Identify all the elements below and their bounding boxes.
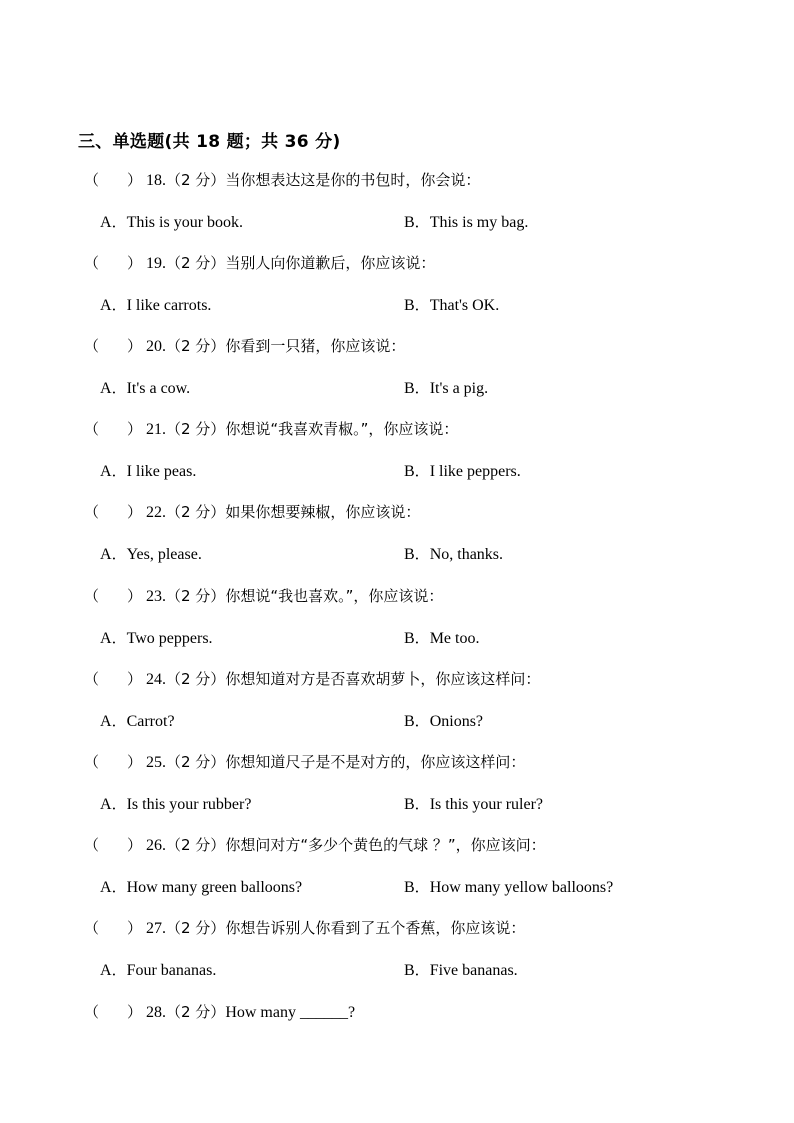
- question-19: [84, 252, 764, 336]
- question-score: （2 分）: [166, 919, 226, 937]
- option-b[interactable]: B．How many yellow balloons?: [404, 878, 614, 896]
- question-24: [84, 668, 764, 752]
- question-number: 18.: [146, 172, 166, 189]
- question-score: （2 分）: [166, 670, 226, 688]
- question-score: （2 分）: [166, 171, 226, 189]
- question-text: 当别人向你道歉后，你应该说：: [225, 254, 436, 272]
- question-number: 26.: [146, 837, 166, 854]
- question-score: （2 分）: [166, 587, 226, 605]
- question-number: 23.: [146, 588, 166, 605]
- option-a[interactable]: A．Two peppers.: [100, 629, 213, 647]
- options-row: [100, 294, 760, 316]
- question-number: 24.: [146, 671, 166, 688]
- option-b[interactable]: B．Five bananas.: [404, 961, 518, 979]
- question-stem: [84, 501, 420, 524]
- option-text: It's a cow.: [126, 380, 191, 397]
- options-row: [100, 460, 760, 482]
- question-score: （2 分）: [166, 1003, 226, 1021]
- question-score: （2 分）: [166, 503, 226, 521]
- option-text: Onions?: [429, 713, 484, 730]
- option-b[interactable]: B．That's OK.: [404, 296, 500, 314]
- answer-blank[interactable]: （ ）: [84, 587, 143, 605]
- option-text: I like peppers.: [429, 463, 521, 480]
- answer-blank[interactable]: （ ）: [84, 171, 143, 189]
- question-20: [84, 335, 764, 419]
- option-text: Two peppers.: [126, 630, 213, 647]
- question-score: （2 分）: [166, 420, 226, 438]
- option-a[interactable]: A．Is this your rubber?: [100, 795, 252, 813]
- option-text: That's OK.: [429, 297, 500, 314]
- option-text: Four bananas.: [126, 962, 217, 979]
- option-a[interactable]: A．Carrot?: [100, 712, 175, 730]
- option-text: Carrot?: [126, 713, 175, 730]
- question-number: 27.: [146, 920, 166, 937]
- question-text: 如果你想要辣椒，你应该说：: [225, 503, 421, 521]
- question-text: 当你想表达这是你的书包时，你会说：: [225, 171, 481, 189]
- question-number: 20.: [146, 338, 166, 355]
- options-row: [100, 211, 760, 233]
- option-text: Is this your rubber?: [126, 796, 252, 813]
- answer-blank[interactable]: （ ）: [84, 919, 143, 937]
- option-text: I like carrots.: [126, 297, 212, 314]
- option-text: This is your book.: [126, 214, 244, 231]
- options-row: [100, 876, 760, 898]
- question-text: 你想说“我也喜欢。”，你应该说：: [225, 587, 444, 605]
- answer-blank[interactable]: （ ）: [84, 420, 143, 438]
- answer-blank[interactable]: （ ）: [84, 753, 143, 771]
- option-a[interactable]: A．It's a cow.: [100, 379, 191, 397]
- options-row: [100, 627, 760, 649]
- question-stem: [84, 335, 405, 358]
- question-stem: [84, 418, 458, 441]
- option-b[interactable]: B．Is this your ruler?: [404, 795, 543, 813]
- question-stem: [84, 1001, 355, 1024]
- option-a[interactable]: A．I like peas.: [100, 462, 197, 480]
- question-score: （2 分）: [166, 337, 226, 355]
- question-25: [84, 751, 764, 835]
- question-score: （2 分）: [166, 254, 226, 272]
- question-27: [84, 917, 764, 1001]
- answer-blank[interactable]: （ ）: [84, 1003, 143, 1021]
- question-22: [84, 501, 764, 585]
- question-text: 你想说“我喜欢青椒。”，你应该说：: [225, 420, 459, 438]
- question-number: 21.: [146, 421, 166, 438]
- options-row: [100, 959, 760, 981]
- option-text: Five bananas.: [429, 962, 518, 979]
- answer-blank[interactable]: （ ）: [84, 503, 143, 521]
- option-text: How many yellow balloons?: [429, 879, 614, 896]
- question-number: 28.: [146, 1004, 166, 1021]
- question-text: 你想问对方“多少个黄色的气球 ？”，你应该问：: [225, 836, 546, 854]
- question-23: [84, 585, 764, 669]
- options-row: [100, 377, 760, 399]
- options-row: [100, 793, 760, 815]
- question-stem: [84, 585, 443, 608]
- question-stem: [84, 751, 525, 774]
- question-text: How many ______?: [225, 1004, 356, 1021]
- question-text: 你看到一只猪，你应该说：: [225, 337, 406, 355]
- question-number: 22.: [146, 504, 166, 521]
- question-stem: [84, 917, 525, 940]
- option-b[interactable]: B．Onions?: [404, 712, 484, 730]
- option-a[interactable]: A．I like carrots.: [100, 296, 212, 314]
- question-28: [84, 1001, 764, 1031]
- options-row: [100, 543, 760, 565]
- question-number: 19.: [146, 255, 166, 272]
- question-score: （2 分）: [166, 836, 226, 854]
- option-b[interactable]: B．No, thanks.: [404, 545, 504, 563]
- options-row: [100, 710, 760, 732]
- option-text: No, thanks.: [429, 546, 504, 563]
- option-a[interactable]: A．This is your book.: [100, 213, 244, 231]
- option-text: This is my bag.: [429, 214, 529, 231]
- question-stem: [84, 169, 480, 192]
- question-26: [84, 834, 764, 918]
- option-b[interactable]: B．This is my bag.: [404, 213, 529, 231]
- answer-blank[interactable]: （ ）: [84, 254, 143, 272]
- answer-blank[interactable]: （ ）: [84, 337, 143, 355]
- option-text: Yes, please.: [126, 546, 202, 563]
- question-stem: [84, 834, 546, 857]
- option-text: How many green balloons?: [126, 879, 303, 896]
- option-text: Me too.: [429, 630, 480, 647]
- option-a[interactable]: A．Four bananas.: [100, 961, 217, 979]
- option-text: It's a pig.: [429, 380, 489, 397]
- option-b[interactable]: B．Me too.: [404, 629, 480, 647]
- option-a[interactable]: A．Yes, please.: [100, 545, 202, 563]
- question-stem: [84, 252, 435, 275]
- section-title: 三、单选题(共 18 题；共 36 分): [78, 132, 341, 152]
- option-b[interactable]: B．I like peppers.: [404, 462, 521, 480]
- question-stem: [84, 668, 540, 691]
- option-text: Is this your ruler?: [429, 796, 543, 813]
- option-a[interactable]: A．How many green balloons?: [100, 878, 303, 896]
- option-text: I like peas.: [126, 463, 197, 480]
- question-21: [84, 418, 764, 502]
- question-text: 你想告诉别人你看到了五个香蕉，你应该说：: [225, 919, 526, 937]
- answer-blank[interactable]: （ ）: [84, 670, 143, 688]
- answer-blank[interactable]: （ ）: [84, 836, 143, 854]
- question-score: （2 分）: [166, 753, 226, 771]
- question-18: [84, 169, 764, 253]
- option-b[interactable]: B．It's a pig.: [404, 379, 489, 397]
- question-text: 你想知道对方是否喜欢胡萝卜，你应该这样问：: [225, 670, 541, 688]
- question-number: 25.: [146, 754, 166, 771]
- question-text: 你想知道尺子是不是对方的，你应该这样问：: [225, 753, 526, 771]
